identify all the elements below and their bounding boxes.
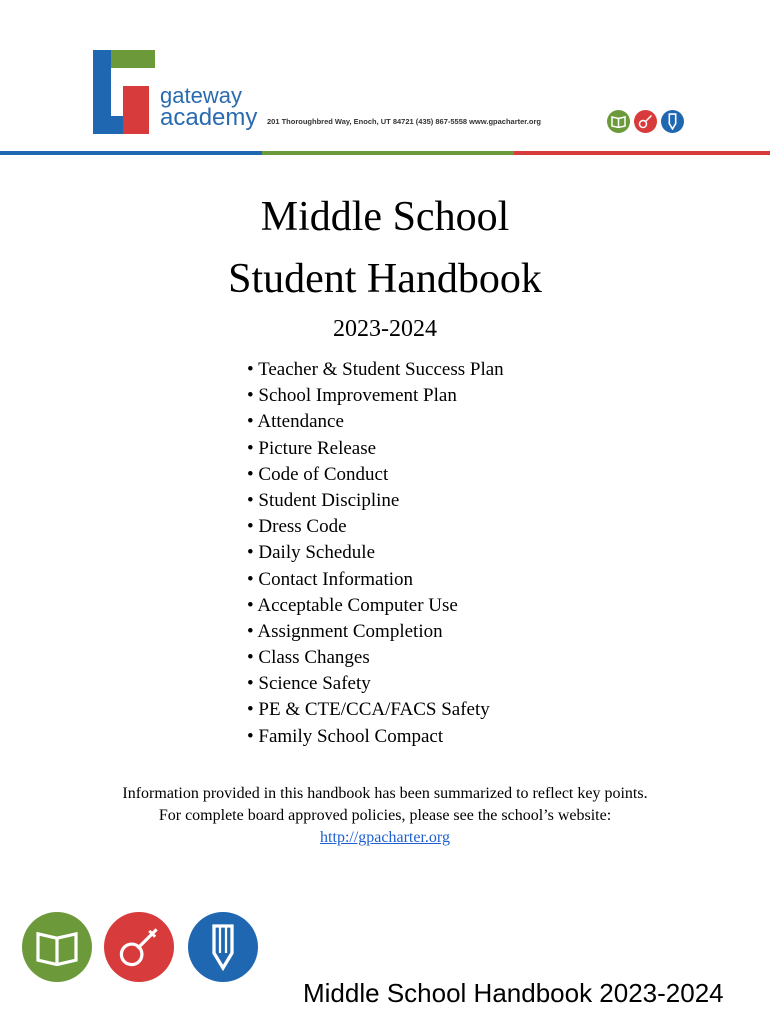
- title-line-2: Student Handbook: [228, 256, 542, 302]
- logo-word-academy: academy: [160, 104, 258, 131]
- footer-title: Middle School Handbook 2023-2024: [303, 978, 724, 1008]
- book-icon: [22, 912, 92, 982]
- list-item: • Student Discipline: [247, 488, 504, 514]
- list-item: • Daily Schedule: [247, 540, 504, 566]
- header-rule: [0, 151, 770, 155]
- gateway-logo-mark: [93, 50, 155, 134]
- title-line-1: Middle School: [260, 194, 510, 240]
- contents-list: [247, 357, 504, 750]
- pencil-icon: [661, 110, 684, 133]
- header-icons: [607, 110, 684, 133]
- list-item: • Code of Conduct: [247, 462, 504, 488]
- logo-word-gateway: gateway: [160, 83, 242, 108]
- policy-note: For complete board approved policies, please see the school’s website:: [158, 807, 612, 824]
- guitar-icon: [634, 110, 657, 133]
- list-item: • Picture Release: [247, 436, 504, 462]
- school-year: 2023-2024: [333, 316, 437, 342]
- list-item: • Assignment Completion: [247, 619, 504, 645]
- list-item: • Attendance: [247, 409, 504, 435]
- list-item: • Acceptable Computer Use: [247, 593, 504, 619]
- list-item: • Contact Information: [247, 567, 504, 593]
- guitar-icon: [104, 912, 174, 982]
- list-item: • PE & CTE/CCA/FACS Safety: [247, 697, 504, 723]
- website-link[interactable]: http://gpacharter.org: [320, 829, 450, 846]
- pencil-icon: [188, 912, 258, 982]
- list-item: • Class Changes: [247, 645, 504, 671]
- list-item: • Teacher & Student Success Plan: [247, 357, 504, 383]
- list-item: • Family School Compact: [247, 724, 504, 750]
- list-item: • School Improvement Plan: [247, 383, 504, 409]
- list-item: • Dress Code: [247, 514, 504, 540]
- summary-note: Information provided in this handbook has been summarized to reflect key points.: [122, 785, 648, 802]
- list-item: • Science Safety: [247, 671, 504, 697]
- book-icon: [607, 110, 630, 133]
- school-address: 201 Thoroughbred Way, Enoch, UT 84721 (435) 867-5558 www.gpacharter.org: [267, 117, 541, 126]
